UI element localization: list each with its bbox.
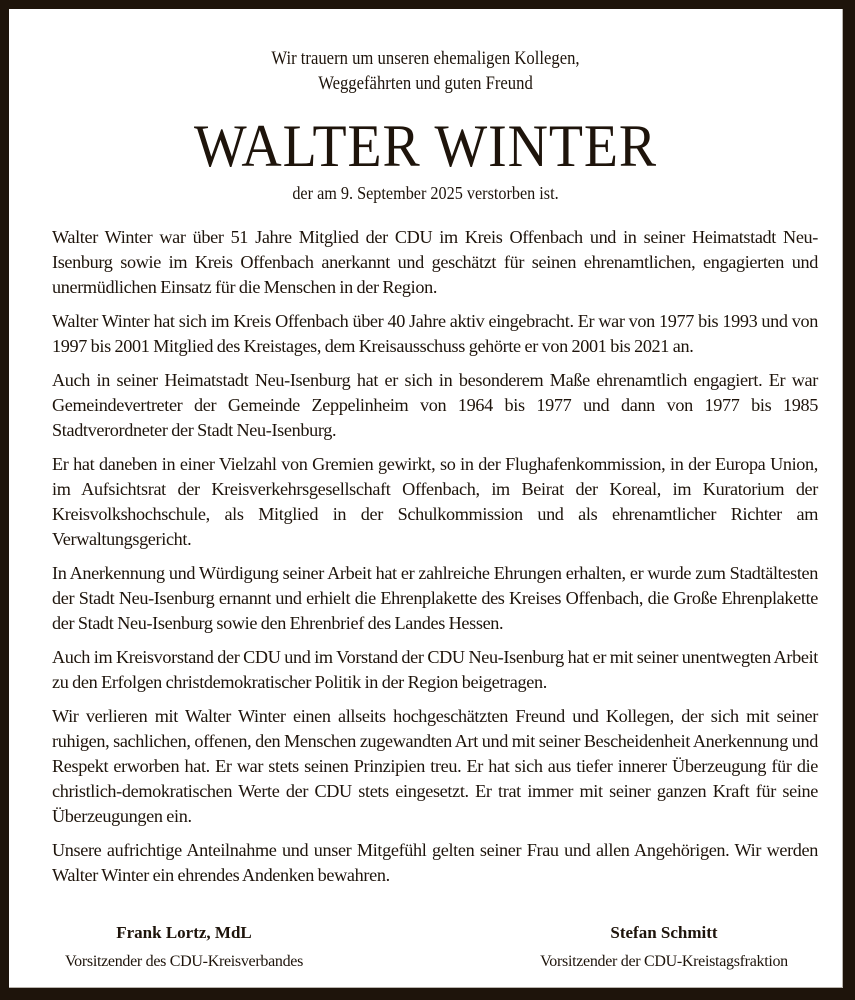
- signatory-name: Frank Lortz, MdL: [116, 923, 252, 942]
- signature-left: [29, 921, 339, 974]
- intro-line-2: Weggefährten und guten Freund: [318, 74, 533, 94]
- signatory-role: Vorsitzender der CDU-Kreistagsfraktion: [540, 953, 788, 970]
- paragraph: Walter Winter war über 51 Jahre Mitglied der CDU im Kreis Offenbach und in seiner Heimatstadt Neu-Isenburg sowie im Kreis Offenbach anerkannt und geschätzt für seinen ehrenamtlichen, engagierten und unermüdlichen Einsatz für die Menschen in der Region.: [52, 227, 818, 297]
- deceased-name: WALTER WINTER: [193, 113, 658, 179]
- signature-right: [514, 921, 814, 974]
- obituary-notice: [9, 9, 843, 988]
- intro-line-1: Wir trauern um unseren ehemaligen Kollegen,: [271, 49, 580, 69]
- paragraph: Auch in seiner Heimatstadt Neu-Isenburg hat er sich in besonderem Maße ehrenamtlich engagiert. Er war Gemeindevertreter der Gemeinde Zeppelinheim von 1964 bis 1977 und dann von 1977 bis 1985 Stadtverordneter der Stadt Neu-Isenburg.: [52, 370, 818, 440]
- paragraph: Walter Winter hat sich im Kreis Offenbach über 40 Jahre aktiv eingebracht. Er war von 1977 bis 1993 und von 1997 bis 2001 Mitglied des Kreistages, dem Kreisausschuss gehörte er von 2001 bis 2021 an.: [52, 311, 818, 356]
- paragraph: Wir verlieren mit Walter Winter einen allseits hochgeschätzten Freund und Kollegen, der sich mit seiner ruhigen, sachlichen, offenen, den Menschen zugewandten Art und mit seiner Bescheidenheit Anerkennung und Respekt erworben hat. Er war stets seinen Prinzipien treu. Er hat sich aus tiefer innerer Überzeugung für die christlich-demokratischen Werte der CDU stets eingesetzt. Er trat immer mit seiner ganzen Kraft für seine Überzeugungen ein.: [52, 706, 818, 826]
- signatory-name: Stefan Schmitt: [610, 923, 718, 942]
- obituary-body: [52, 225, 818, 897]
- paragraph: Er hat daneben in einer Vielzahl von Gremien gewirkt, so in der Flughafenkommission, in der Europa Union, im Aufsichtsrat der Kreisverkehrsgesellschaft Offenbach, im Beirat der Koreal, im Kuratorium der Kreisvolkshochschule, als Mitglied in der Schulkommission und als ehrenamtlicher Richter am Verwaltungsgericht.: [52, 454, 818, 549]
- death-date-line: der am 9. September 2025 verstorben ist.: [292, 183, 559, 203]
- paragraph: In Anerkennung und Würdigung seiner Arbeit hat er zahlreiche Ehrungen erhalten, er wurde zum Stadtältesten der Stadt Neu-Isenburg ernannt und erhielt die Ehrenplakette des Kreises Offenbach, die Große Ehrenplakette der Stadt Neu-Isenburg sowie den Ehrenbrief des Landes Hessen.: [52, 563, 818, 633]
- signatory-role: Vorsitzender des CDU-Kreisverbandes: [64, 953, 304, 970]
- paragraph: Unsere aufrichtige Anteilnahme und unser Mitgefühl gelten seiner Frau und allen Angehörigen. Wir werden Walter Winter ein ehrendes Andenken bewahren.: [52, 840, 818, 885]
- paragraph: Auch im Kreisvorstand der CDU und im Vorstand der CDU Neu-Isenburg hat er mit seiner unentwegten Arbeit zu den Erfolgen christdemokratischer Politik in der Region beigetragen.: [52, 647, 818, 692]
- intro-text: [51, 47, 801, 97]
